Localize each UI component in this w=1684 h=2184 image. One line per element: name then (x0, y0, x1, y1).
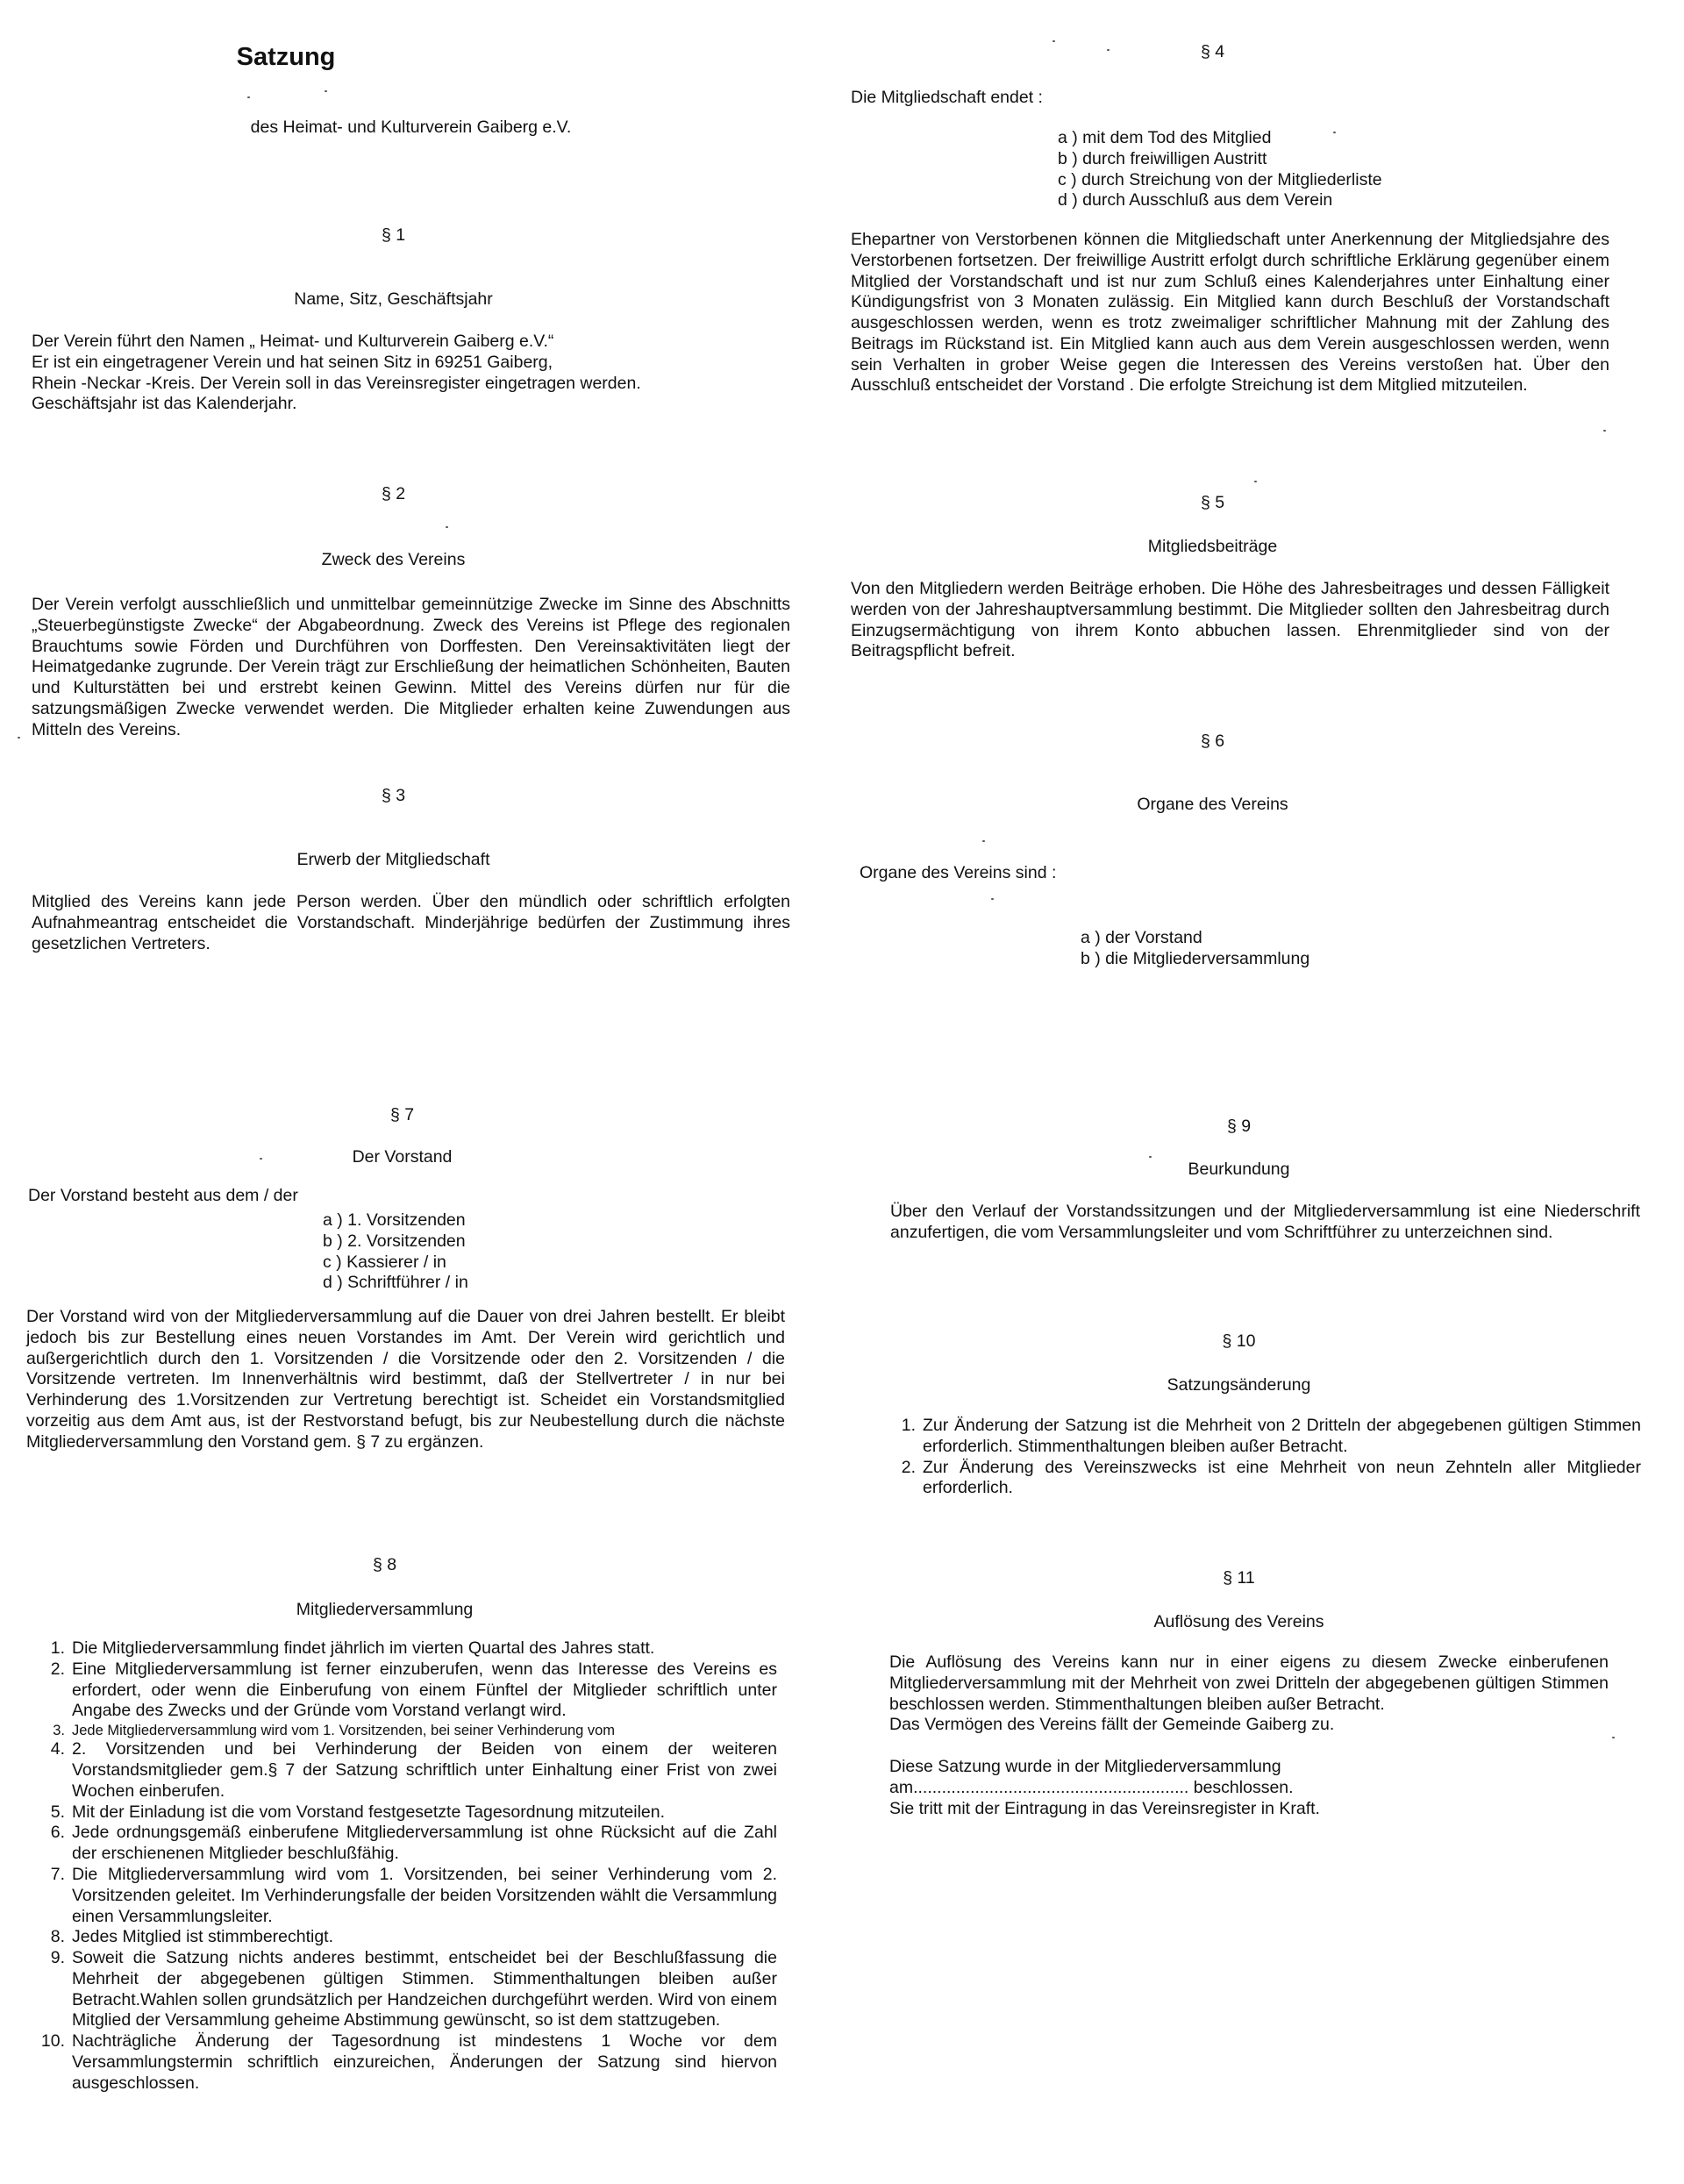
list-item: a ) mit dem Tod des Mitglied (1058, 128, 1272, 147)
item-number: 2. (50, 1659, 65, 1679)
left-column (26, 0, 790, 2184)
section-7-body: Der Vorstand wird von der Mitgliederversammlung auf die Dauer von drei Jahren bestellt. Er bleibt jedoch bis zur Bestellung eines neuen Vorstandes im Amt. Der Verein wird gerichtlich und außergerichtlich durch den 1. Vorsitzenden / die Vorsitzende oder den 2. Vorsitzenden / die Vorsitzende vertreten. Im Innenverhältnis wird bestimmt, daß der Stellvertreter / in nur bei Verhinderung des 1.Vorsitzenden zur Vertretung berechtigt ist. Scheidet ein Vorstandsmitglied vorzeitig aus dem Amt aus, ist der Restvorstand befugt, bis zur Neubestellung durch die nächste Mitgliederversammlung den Vorstand gem. § 7 zu ergänzen. (26, 1307, 785, 1452)
item-number: 1. (50, 1638, 65, 1658)
section-1-line: Der Verein führt den Namen „ Heimat- und Kulturverein Gaiberg e.V.“ (32, 332, 554, 351)
section-6-list (1081, 928, 1519, 970)
list-item: a ) der Vorstand (1081, 928, 1202, 947)
item-number: 9. (50, 1948, 65, 1968)
list-item (40, 1927, 777, 1948)
section-1-line: Geschäftsjahr ist das Kalenderjahr. (32, 394, 297, 414)
section-11-number: § 11 (1223, 1568, 1255, 1588)
item-number: 7. (50, 1864, 65, 1884)
section-8-list (40, 1638, 777, 2095)
adoption-statement: Diese Satzung wurde in der Mitgliederversammlung am.......................................................... beschlossen. (889, 1757, 1294, 1797)
section-2-body: Der Verein verfolgt ausschließlich und unmittelbar gemeinnützige Zwecke im Sinne des Abschnitts „Steuerbegünstigste Zwecke“ der Abgabeordnung. Zweck des Vereins ist Pflege des regionalen Brauchtums sowie Förden und Durchführen von Dorffesten. Den Vereinsaktivitäten liegt der Heimatgedanke zugrunde. Der Verein trägt zur Erschließung der heimatlichen Schönheiten, Bauten und Kulturstätten bei und erstrebt keinen Gewinn. Mittel des Vereins dürfen nur für die satzungsmäßigen Zwecke verwendet werden. Die Mitglieder erhalten keine Zuwendungen aus Mitteln des Vereins. (32, 595, 790, 739)
list-item (40, 1865, 777, 1927)
list-item (40, 1638, 777, 1659)
section-4-list (1058, 128, 1496, 211)
item-number: 10. (40, 2031, 65, 2052)
section-8-number: § 8 (372, 1555, 397, 1574)
section-6-number: § 6 (1200, 732, 1225, 751)
section-4-number: § 4 (1200, 42, 1225, 61)
item-number: 2. (901, 1457, 916, 1477)
list-item (891, 1416, 1641, 1458)
section-3-heading: Erwerb der Mitgliedschaft (296, 850, 490, 869)
section-9-heading: Beurkundung (1188, 1160, 1290, 1179)
section-7-intro: Der Vorstand besteht aus dem / der (28, 1186, 298, 1205)
list-item: c ) durch Streichung von der Mitgliederliste (1058, 169, 1382, 189)
section-11-text: Die Auflösung des Vereins kann nur in einer eigens zu diesem Zwecke einberufenen Mitgliederversammlung mit der Mehrheit von zwei Dritteln der abgegebenen gültigen Stimmen beschlossen werden. Stimmenthaltungen bleiben außer Betracht. (889, 1652, 1609, 1714)
section-10-list (891, 1416, 1641, 1499)
section-3-body: Mitglied des Vereins kann jede Person werden. Über den mündlich oder schriftlich erfolgten Aufnahmeantrag entscheidet die Vorstandschaft. Minderjährige bedürfen der Zustimmung ihres gesetzlichen Vertreters. (32, 892, 790, 953)
item-number: 8. (50, 1927, 65, 1947)
section-5-body: Von den Mitgliedern werden Beiträge erhoben. Die Höhe des Jahresbeitrages und dessen Fälligkeit werden von der Jahreshauptversammlung bestimmt. Die Mitglieder sollten den Jahresbeitrag durch Einzugsermächtigung von ihrem Konto abbuchen lassen. Ehrenmitglieder sind von der Beitragspflicht befreit. (851, 579, 1609, 661)
section-4-intro: Die Mitgliedschaft endet : (851, 88, 1043, 107)
item-number: 6. (50, 1823, 65, 1843)
item-number: 4. (50, 1739, 65, 1759)
section-6-heading: Organe des Vereins (1137, 795, 1288, 814)
section-1-line: Er ist ein eingetragener Verein und hat seinen Sitz in 69251 Gaiberg, (32, 352, 553, 372)
section-5-heading: Mitgliedsbeiträge (1147, 537, 1278, 556)
item-text: Zur Änderung des Vereinszwecks ist eine Mehrheit von neun Zehnteln aller Mitglieder erforderlich. (923, 1457, 1641, 1498)
section-2-heading: Zweck des Vereins (321, 550, 466, 569)
list-item: d ) Schriftführer / in (323, 1273, 468, 1293)
item-text: Mit der Einladung ist die vom Vorstand festgesetzte Tagesordnung mitzuteilen. (72, 1802, 666, 1822)
section-1-line: Rhein -Neckar -Kreis. Der Verein soll in das Vereinsregister eingetragen werden. (32, 373, 641, 393)
list-item (40, 1739, 777, 1802)
section-9-number: § 9 (1226, 1117, 1252, 1136)
section-4-body: Ehepartner von Verstorbenen können die Mitgliedschaft unter Anerkennung der Mitgliedsjahre des Verstorbenen fortsetzen. Der freiwillige Austritt erfolgt durch schriftliche Erklärung gegenüber einem Mitglied der Vorstandschaft und ist nur zum Schluß eines Kalenderjahres unter Einhaltung einer Kündigungsfrist von 3 Monaten zulässig. Ein Mitglied kann durch Beschluß der Vorstandschaft ausgeschlossen werden, wenn es trotz zweimaliger schriftlicher Mahnung mit der Zahlung des Beitrags im Rückstand ist. Ein Mitglied kann auch aus dem Verein ausgeschlossen werden, wenn sein Verhalten in grober Weise gegen die Interessen des Vereins verstoßen hat. Über den Ausschluß entscheidet der Vorstand . Die erfolgte Streichung ist dem Mitglied mitzuteilen. (851, 230, 1609, 396)
section-8-heading: Mitgliederversammlung (296, 1600, 474, 1619)
item-text: Soweit die Satzung nichts anderes bestimmt, entscheidet bei der Beschlußfassung die Mehrheit der abgegebenen gültigen Stimmen. Stimmenthaltungen bleiben außer Betracht.Wahlen sollen grundsätzlich per Handzeichen durchgeführt werden. Wird von einem Mitglied der Versammlung geheime Abstimmung gewünscht, so ist dem stattzugeben. (72, 1948, 777, 2031)
list-item: c ) Kassierer / in (323, 1252, 446, 1272)
document-title: Satzung (236, 43, 336, 71)
section-3-number: § 3 (381, 786, 406, 805)
section-9-body: Über den Verlauf der Vorstandssitzungen und der Mitgliederversammlung ist eine Niederschrift anzufertigen, die vom Versammlungsleiter und vom Schriftführer zu unterzeichnen sind. (890, 1202, 1640, 1242)
list-item (40, 1948, 777, 2031)
section-7-list (323, 1210, 674, 1294)
effective-statement: Sie tritt mit der Eintragung in das Vereinsregister in Kraft. (889, 1798, 1320, 1818)
item-text: Nachträgliche Änderung der Tagesordnung ist mindestens 1 Woche vor dem Versammlungstermin schriftlich einzureichen, Änderungen der Satzung sind hiervon ausgeschlossen. (72, 2031, 777, 2093)
list-item: d ) durch Ausschluß aus dem Verein (1058, 190, 1333, 211)
list-item (891, 1458, 1641, 1500)
item-text: Zur Änderung der Satzung ist die Mehrheit von 2 Dritteln der abgegebenen gültigen Stimmen erforderlich. Stimmenthaltungen bleiben außer Betracht. (923, 1416, 1641, 1456)
item-text: Jede Mitgliederversammlung wird vom 1. Vorsitzenden, bei seiner Verhinderung vom (72, 1723, 616, 1739)
document-subtitle: des Heimat- und Kulturverein Gaiberg e.V. (250, 118, 572, 137)
item-text: Die Mitgliederversammlung wird vom 1. Vorsitzenden, bei seiner Verhinderung vom 2. Vorsitzenden geleitet. Im Verhinderungsfalle der beiden Vorsitzenden wählt die Versammlung einen Versammlungsleiter. (72, 1864, 777, 1926)
list-item (40, 1823, 777, 1865)
list-item (40, 1659, 777, 1722)
item-number: 3. (53, 1723, 65, 1739)
section-1-body (32, 332, 790, 415)
section-6-intro: Organe des Vereins sind : (860, 863, 1057, 882)
item-text: Jedes Mitglied ist stimmberechtigt. (72, 1927, 334, 1947)
right-column (851, 0, 1641, 2184)
item-text: Eine Mitgliederversammlung ist ferner einzuberufen, wenn das Interesse des Vereins es erfordert, oder wenn die Einberufung von einem Fünftel der Mitglieder schriftlich unter Angabe des Zwecks und der Gründe vom Vorstand verlangt wird. (72, 1659, 777, 1721)
list-item: b ) durch freiwilligen Austritt (1058, 148, 1267, 168)
item-text: 2. Vorsitzenden und bei Verhinderung der Beiden von einem der weiteren Vorstandsmitglieder gem.§ 7 der Satzung schriftlich unter Einhaltung einer Frist von zwei Wochen einberufen. (72, 1739, 777, 1801)
section-11-heading: Auflösung des Vereins (1153, 1612, 1324, 1631)
section-11-body (889, 1652, 1609, 1819)
section-7-number: § 7 (389, 1105, 415, 1124)
section-5-number: § 5 (1200, 493, 1225, 512)
item-number: 1. (901, 1416, 916, 1435)
list-item (40, 1802, 777, 1824)
item-number: 5. (50, 1802, 65, 1822)
list-item: a ) 1. Vorsitzenden (323, 1210, 466, 1230)
list-item (40, 2031, 777, 2094)
section-2-number: § 2 (381, 484, 406, 503)
item-text: Die Mitgliederversammlung findet jährlich im vierten Quartal des Jahres statt. (72, 1638, 655, 1658)
section-7-heading: Der Vorstand (352, 1147, 453, 1167)
section-1-heading: Name, Sitz, Geschäftsjahr (294, 289, 493, 309)
item-text: Jede ordnungsgemäß einberufene Mitgliederversammlung ist ohne Rücksicht auf die Zahl der erschienenen Mitglieder beschlußfähig. (72, 1823, 777, 1864)
list-item: b ) 2. Vorsitzenden (323, 1231, 466, 1251)
section-11-text-2: Das Vermögen des Vereins fällt der Gemeinde Gaiberg zu. (889, 1715, 1335, 1735)
section-10-heading: Satzungsänderung (1167, 1375, 1311, 1395)
section-10-number: § 10 (1222, 1331, 1256, 1351)
list-item (40, 1722, 777, 1739)
section-1-number: § 1 (381, 225, 406, 245)
list-item: b ) die Mitgliederversammlung (1081, 948, 1310, 968)
